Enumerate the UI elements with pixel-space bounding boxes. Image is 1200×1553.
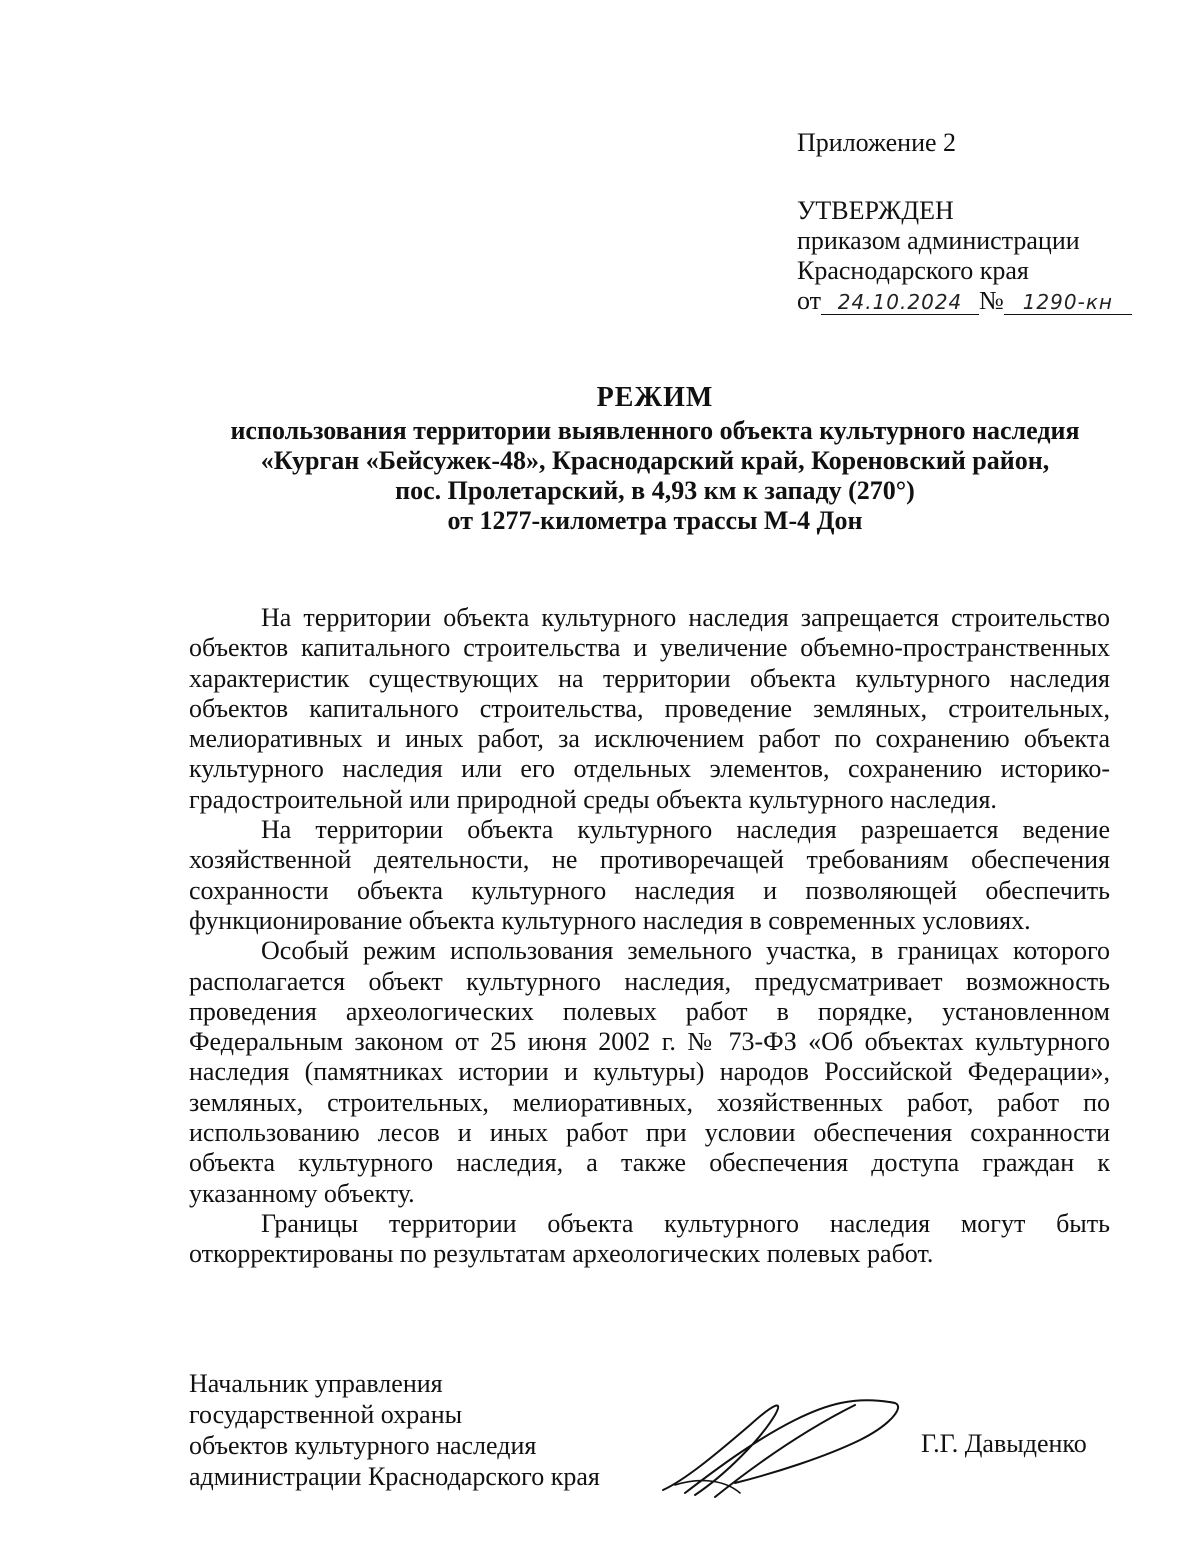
document-body xyxy=(189,603,1110,1270)
date-prefix: от xyxy=(797,286,822,315)
title-line-4: от 1277-километра трассы М-4 Дон xyxy=(447,506,863,535)
position-line-4: администрации Краснодарского края xyxy=(189,1462,600,1491)
document-title xyxy=(150,383,1160,536)
signature-position xyxy=(189,1368,600,1492)
number-prefix: № xyxy=(979,286,1004,315)
position-line-2: государственной охраны xyxy=(189,1400,463,1429)
order-line-1: приказом администрации xyxy=(797,226,1080,255)
paragraph-4: Границы территории объекта культурного наследия могут быть откорректированы по результатам археологических полевых работ. xyxy=(189,1208,1110,1269)
title-line-2: «Курган «Бейсужек-48», Краснодарский край, Кореновский район, xyxy=(260,446,1050,475)
approval-block xyxy=(797,128,1132,316)
position-line-3: объектов культурного наследия xyxy=(189,1431,537,1460)
appendix-label: Приложение 2 xyxy=(797,128,957,157)
paragraph-1: На территории объекта культурного наследия запрещается строительство объектов капитального строительства и увеличение объемно-пространственных характеристик существующих на территории объекта культурного наследия объектов капитального строительства, проведение земляных, строительных, мелиоративных и иных работ, за исключением работ по сохранению объекта культурного наследия или его отдельных элементов, сохранению историко-градостроительной или природной среды объекта культурного наследия. xyxy=(189,603,1110,814)
approved-label: УТВЕРЖДЕН xyxy=(797,196,954,225)
paragraph-3: Особый режим использования земельного участка, в границах которого располагается объект культурного наследия, предусматривает возможность проведения археологических полевых работ в порядке, установленном Федеральным законом от 25 июня 2002 г. № 73-ФЗ «Об объектах культурного наследия (памятниках истории и культуры) народов Российской Федерации», земляных, строительных, мелиоративных, хозяйственных работ, работ по использованию лесов и иных работ при условии обеспечения сохранности объекта культурного наследия, а также обеспечения доступа граждан к указанному объекту. xyxy=(189,936,1110,1208)
order-line-2: Краснодарского края xyxy=(797,256,1029,285)
title-main: РЕЖИМ xyxy=(596,382,714,413)
order-date-row xyxy=(797,286,1132,316)
signer-name: Г.Г. Давыденко xyxy=(921,1429,1087,1458)
order-date-handwritten: 24.10.2024 xyxy=(821,290,979,315)
position-line-1: Начальник управления xyxy=(189,1369,443,1398)
handwritten-signature xyxy=(655,1385,905,1505)
title-line-1: использования территории выявленного объекта культурного наследия xyxy=(230,416,1080,445)
order-number-handwritten: 1290-кн xyxy=(1004,290,1132,315)
title-line-3: пос. Пролетарский, в 4,93 км к западу (270°) xyxy=(395,476,915,505)
paragraph-2: На территории объекта культурного наследия разрешается ведение хозяйственной деятельности, не противоречащей требованиям обеспечения сохранности объекта культурного наследия и позволяющей обеспечить функционирование объекта культурного наследия в современных условиях. xyxy=(189,815,1110,935)
